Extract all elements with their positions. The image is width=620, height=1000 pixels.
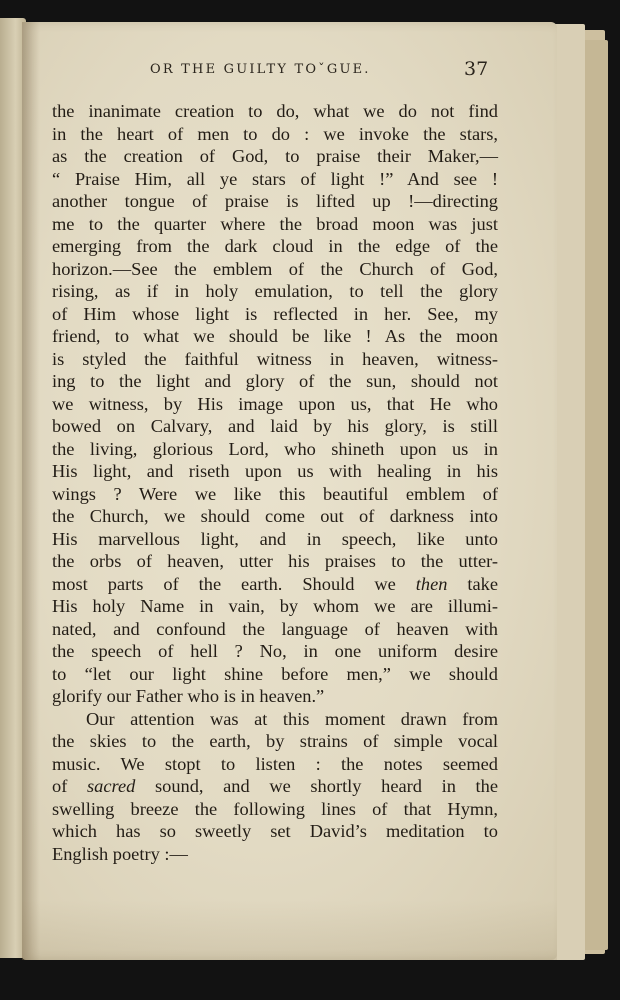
text-line: in the heart of men to do : we invoke the stars, (52, 123, 498, 144)
text-line: rising, as if in holy emulation, to tell the glory (52, 281, 498, 301)
body-text (52, 100, 498, 865)
text-line: as the creation of God, to praise their Maker,— (52, 146, 498, 166)
text-line: to “let our light shine before men,” we should (52, 663, 498, 684)
text-line: the Church, we should come out of darkness into (52, 506, 498, 526)
text-line: bowed on Calvary, and laid by his glory, is still (52, 416, 498, 436)
paragraph-1 (52, 100, 498, 708)
text-line: most parts of the earth. Should we then take (52, 573, 499, 594)
text-line: music. We stopt to listen : the notes seemed (52, 753, 498, 774)
text-line: His holy Name in vain, by whom we are illumi- (52, 596, 498, 616)
text-line: His light, and riseth upon us with healing in his (52, 461, 498, 481)
page-number: 37 (464, 58, 489, 80)
text-line: the living, glorious Lord, who shineth upon us in (52, 438, 498, 459)
page-gutter-shadow (22, 22, 40, 960)
text-line: His marvellous light, and in speech, like unto (52, 528, 498, 549)
italic-word: then (415, 573, 448, 594)
text-line: nated, and confound the language of heaven with (52, 618, 498, 639)
text-line: which has so sweetly set David’s meditation to (52, 821, 498, 841)
text-line: me to the quarter where the broad moon was just (52, 213, 498, 234)
text-line: the inanimate creation to do, what we do not find (52, 101, 498, 121)
text-line: the skies to the earth, by strains of simple vocal (52, 731, 498, 751)
text-line: horizon.—See the emblem of the Church of God, (52, 258, 498, 279)
text-line: we witness, by His image upon us, that He who (52, 393, 498, 414)
text-line: friend, to what we should be like ! As the moon (52, 326, 498, 346)
text-line: wings ? Were we like this beautiful emblem of (52, 483, 498, 504)
italic-word: sacred (86, 776, 136, 796)
text-line: the speech of hell ? No, in one uniform desire (52, 641, 498, 661)
text-line: the orbs of heaven, utter his praises to the utter- (52, 551, 498, 571)
text-line: English poetry :— (52, 843, 188, 864)
text-line: another tongue of praise is lifted up !—directing (52, 191, 498, 211)
text-line: ing to the light and glory of the sun, should not (52, 371, 498, 391)
text-line: “ Praise Him, all ye stars of light !” And see ! (52, 168, 498, 189)
running-head: OR THE GUILTY TOˇGUE. (150, 62, 371, 77)
page-shading (22, 900, 557, 960)
text-line: Our attention was at this moment drawn from (86, 708, 498, 729)
text-line: glorify our Father who is in heaven.” (52, 686, 325, 706)
paragraph-2 (52, 708, 498, 866)
text-line: is styled the faithful witness in heaven, witness- (52, 348, 498, 369)
text-line: swelling breeze the following lines of that Hymn, (52, 798, 498, 819)
text-line: emerging from the dark cloud in the edge of the (52, 236, 498, 256)
text-line: of sacred sound, and we shortly heard in the (52, 776, 499, 796)
text-line: of Him whose light is reflected in her. See, my (52, 303, 498, 324)
